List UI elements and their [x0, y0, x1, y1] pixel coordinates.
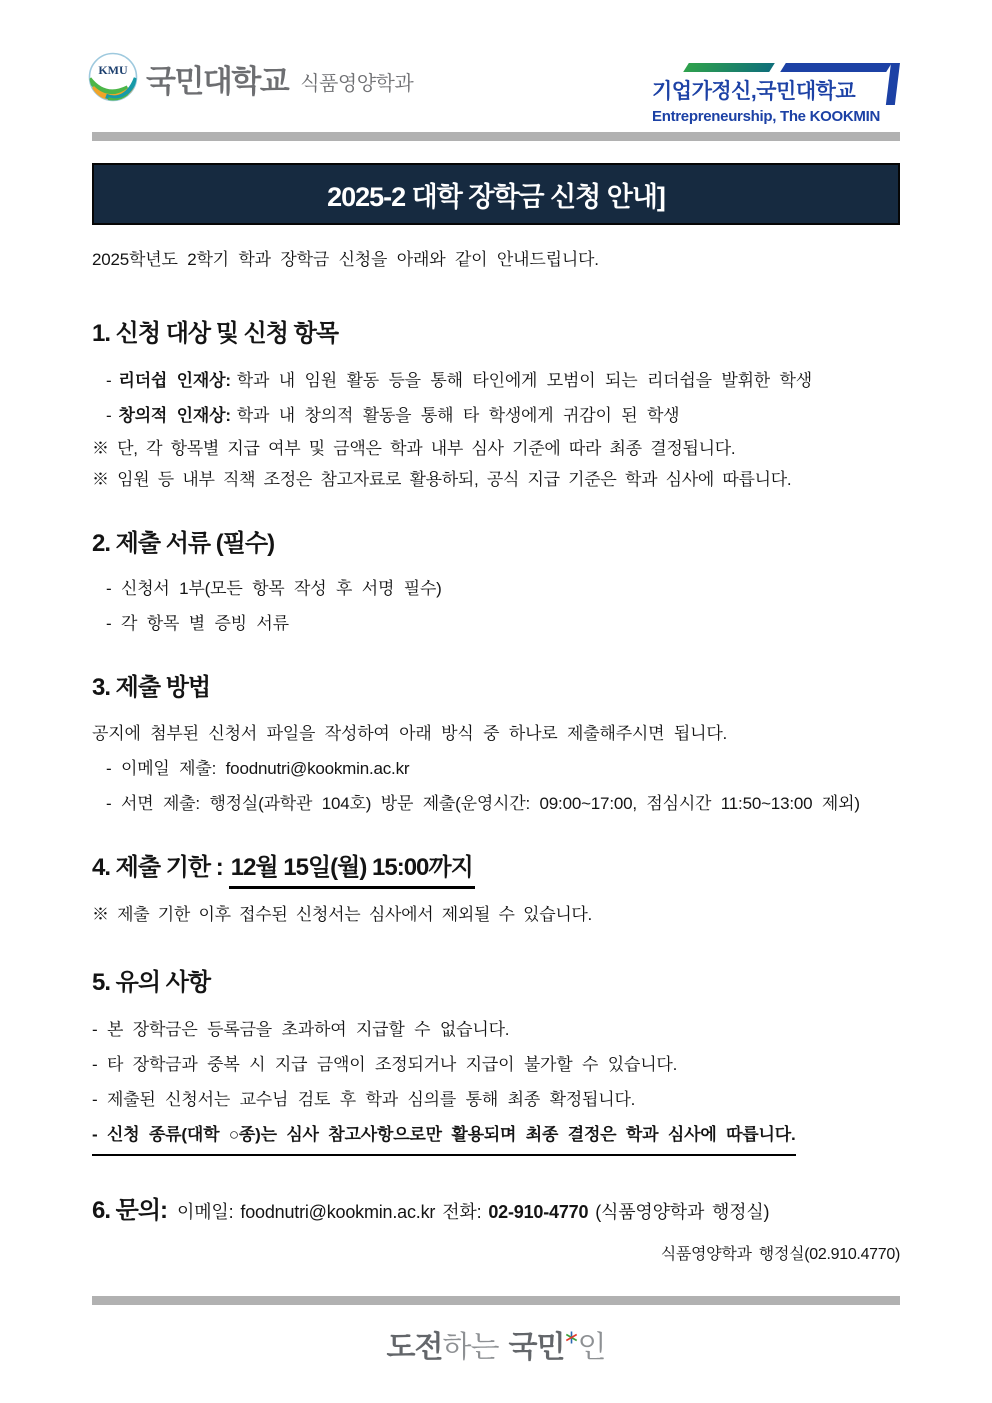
university-name: 국민대학교 [146, 63, 289, 99]
bullet-text: 학과 내 임원 활동 등을 통해 타인에게 모범이 되는 리더쉽을 발휘한 학생 [236, 371, 812, 390]
section6-contact-line [92, 1190, 900, 1225]
emphasis-text: - 신청 종류(대학 ○종)는 심사 참고사항으로만 활용되며 최종 결정은 학과 심사에 따릅니다. [92, 1117, 796, 1156]
deadline-text: 12월 15일(월) 15:00까지 [229, 853, 475, 889]
kmu-department-logo [88, 52, 413, 104]
document-footer [0, 1296, 992, 1366]
email-label: 이메일: [177, 1202, 234, 1222]
section5-item: - 제출된 신청서는 교수님 검토 후 학과 심의를 통해 최종 확정됩니다. [92, 1090, 636, 1109]
section3-heading: 3. 제출 방법 [92, 674, 211, 701]
section4-heading-prefix: 4. 제출 기한 : [92, 854, 223, 881]
kookmin-star-icon [565, 1318, 578, 1352]
bullet-dash: - [106, 371, 112, 390]
title-banner [92, 163, 900, 225]
section3-paragraph: 공지에 첨부된 신청서 파일을 작성하여 아래 방식 중 하나로 제출해주시면 됩니다. [92, 724, 728, 743]
section5-heading: 5. 유의 사항 [92, 969, 211, 996]
department-name: 식품영양학과 [300, 72, 414, 95]
document-header [0, 0, 992, 125]
admin-office-note: 식품영양학과 행정실(02.910.4770) [660, 1246, 900, 1263]
bottom-divider-bar [92, 1296, 900, 1305]
section3-item-email: - 이메일 제출: foodnutri@kookmin.ac.kr [106, 759, 410, 778]
bullet-dash: - [106, 406, 112, 425]
slogan-part: 인 [577, 1331, 606, 1364]
phone-label: 전화: [442, 1202, 482, 1222]
section1-note: ※ 단, 각 항목별 지급 여부 및 금액은 학과 내부 심사 기준에 따라 최종 결정됩니다. [92, 439, 736, 458]
section1-heading: 1. 신청 대상 및 신청 항목 [92, 320, 339, 347]
contact-office: (식품영양학과 행정실) [595, 1202, 770, 1222]
bullet-label: 창의적 인재상: [118, 406, 231, 425]
bullet-text: 학과 내 창의적 활동을 통해 타 학생에게 귀감이 된 학생 [236, 406, 680, 425]
section1-note: ※ 임원 등 내부 직책 조정은 참고자료로 활용하되, 공식 지급 기준은 학과 심사에 따릅니다. [92, 470, 792, 489]
section4-heading [92, 853, 900, 889]
kmu-abbr-text: KMU [98, 63, 128, 77]
bullet-label: 리더쉽 인재상: [118, 371, 231, 390]
section2-item: - 신청서 1부(모든 항목 작성 후 서명 필수) [106, 579, 442, 598]
section4-note: ※ 제출 기한 이후 접수된 신청서는 심사에서 제외될 수 있습니다. [92, 905, 592, 924]
slogan-part: 도전 [386, 1331, 443, 1364]
slogan-part: 하는 [442, 1331, 499, 1364]
intro-text: 2025학년도 2학기 학과 장학금 신청을 아래와 같이 안내드립니다. [92, 250, 599, 269]
section5-item: - 본 장학금은 등록금을 초과하여 지급할 수 없습니다. [92, 1020, 510, 1039]
entrepreneurship-english-text: Entrepreneurship, The KOOKMIN [652, 108, 880, 125]
contact-email: foodnutri@kookmin.ac.kr [240, 1202, 436, 1222]
deco-green-segment [683, 63, 775, 72]
deco-blue-segment [780, 63, 892, 72]
section3-item-paper: - 서면 제출: 행정실(과학관 104호) 방문 제출(운영시간: 09:00~17:00, 점심시간 11:50~13:00 제외) [106, 794, 860, 813]
top-divider-bar [92, 132, 900, 141]
kookmin-slogan [0, 1322, 992, 1366]
section1-bullet-leadership [92, 363, 900, 398]
page-title: 2025-2 대학 장학금 신청 안내] [327, 181, 665, 212]
slogan-part: 국민 [508, 1331, 565, 1364]
section1-bullet-creative [92, 398, 900, 433]
section5-item: - 타 장학금과 중복 시 지급 금액이 조정되거나 지급이 불가할 수 있습니다. [92, 1055, 678, 1074]
entrepreneurship-korean-text: 기업가정신,국민대학교 [652, 80, 856, 103]
entrepreneurship-logo-decoration [652, 63, 900, 72]
section6-heading: 6. 문의: [92, 1197, 168, 1224]
section2-heading: 2. 제출 서류 (필수) [92, 530, 275, 557]
entrepreneurship-logo [652, 52, 900, 125]
section5-emphasis-line [92, 1117, 900, 1156]
kmu-emblem-icon [88, 52, 138, 104]
contact-phone: 02-910-4770 [488, 1202, 589, 1222]
section2-item: - 각 항목 별 증빙 서류 [106, 614, 289, 633]
